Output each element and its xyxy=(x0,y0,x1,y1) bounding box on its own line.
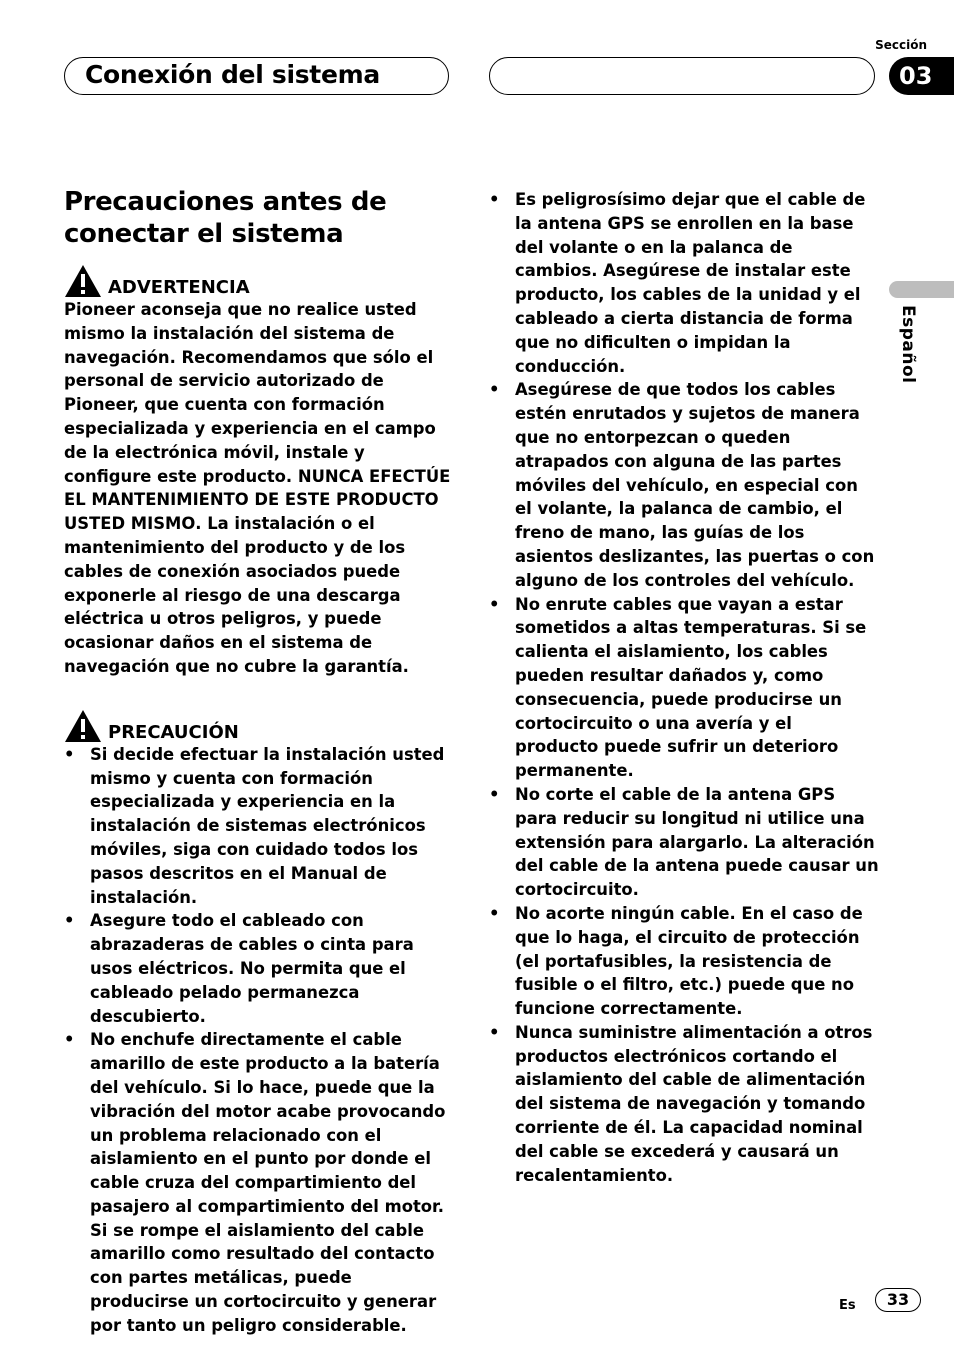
list-item: • Es peligrosísimo dejar que el cable de la antena GPS se enrollen en la base del volante o en la palanca de cambios. Asegúrese de instalar este producto, los cables de la unidad y el cableado a cierta distancia de forma que no dificulten o impidan la conducción. xyxy=(489,188,879,378)
list-item: • Nunca suministre alimentación a otros productos electrónicos cortando el aislamiento del cable de alimentación del sistema de navegación y tomando corriente de él. La capacidad nominal del cable se excederá y causará un recalentamiento. xyxy=(489,1021,879,1188)
warning-text-emphasis: NUNCA EFECTÚE EL MANTENIMIENTO DE ESTE PRODUCTO USTED MISMO xyxy=(64,466,451,534)
section-label: Sección xyxy=(875,38,927,52)
heading-line-2: conectar el sistema xyxy=(64,219,344,249)
caution-label: PRECAUCIÓN xyxy=(108,721,239,743)
list-item: • No acorte ningún cable. En el caso de que lo haga, el circuito de protección (el portafusibles, la resistencia de fusible o el filtro, etc.) puede que no funcione correctamente. xyxy=(489,902,879,1021)
warning-text xyxy=(64,298,454,679)
section-title-pill xyxy=(64,57,449,95)
warning-icon xyxy=(64,264,102,298)
warning-text-part-1: Pioneer aconseja que no realice usted mismo la instalación del sistema de navegación. Recomendamos que sólo el personal de servicio autorizado de Pioneer, que cuenta con formación especializada y experiencia en el campo de la electrónica móvil, instale y configure este producto. xyxy=(64,300,436,486)
footer-language-code: Es xyxy=(839,1298,856,1313)
section-title: Conexión del sistema xyxy=(85,60,380,89)
list-item: • No corte el cable de la antena GPS para reducir su longitud ni utilice una extensión para alargarlo. La alteración del cable de la antena puede causar un cortocircuito. xyxy=(489,783,879,902)
right-column xyxy=(489,188,879,1187)
caution-list xyxy=(64,743,454,1338)
list-item: • Asegúrese de que todos los cables estén enrutados y sujetos de manera que no entorpezcan o queden atrapados con alguna de las partes móviles del vehículo, en especial con el volante, la palanca de cambio, el freno de mano, las guías de los asientos deslizantes, las puertas o con alguno de los controles del vehículo. xyxy=(489,378,879,592)
left-column xyxy=(64,264,454,1338)
page-number: 33 xyxy=(875,1288,921,1312)
section-number-tab: 03 xyxy=(889,57,954,95)
language-label: Español xyxy=(898,305,918,384)
list-item: • Si decide efectuar la instalación usted mismo y cuenta con formación especializada y experiencia en la instalación de sistemas electrónicos móviles, siga con cuidado todos los pasos descritos en el Manual de instalación. xyxy=(64,743,454,910)
header-empty-pill xyxy=(489,57,875,95)
heading-line-1: Precauciones antes de xyxy=(64,187,387,217)
list-item: • No enchufe directamente el cable amarillo de este producto a la batería del vehículo. Si lo hace, puede que la vibración del motor acabe provocando un problema relacionado con el aislamiento en el punto por donde el cable cruza del compartimiento del pasajero al compartimiento del motor. Si se rompe el aislamiento del cable amarillo como resultado del contacto con partes metálicas, puede producirse un cortocircuito y generar por tanto un peligro considerable. xyxy=(64,1028,454,1337)
warning-label: ADVERTENCIA xyxy=(108,277,250,298)
warning-header xyxy=(64,264,454,298)
page-heading xyxy=(64,186,454,250)
warning-text-part-2: . La instalación o el mantenimiento del producto y de los cables de conexión asociados puede exponerle al riesgo de una descarga eléctrica u otros peligros, y puede ocasionar daños en el sistema de navegación que no cubre la garantía. xyxy=(64,514,409,676)
caution-header xyxy=(64,709,454,743)
language-tab xyxy=(889,281,954,298)
list-item: • Asegure todo el cableado con abrazaderas de cables o cinta para usos eléctricos. No permita que el cableado pelado permanezca descubierto. xyxy=(64,909,454,1028)
warning-icon xyxy=(64,709,102,743)
list-item: • No enrute cables que vayan a estar sometidos a altas temperaturas. Si se calienta el aislamiento, los cables pueden resultar dañados y, como consecuencia, puede producirse un cortocircuito o una avería y el producto puede sufrir un deterioro permanente. xyxy=(489,593,879,783)
right-caution-list xyxy=(489,188,879,1187)
